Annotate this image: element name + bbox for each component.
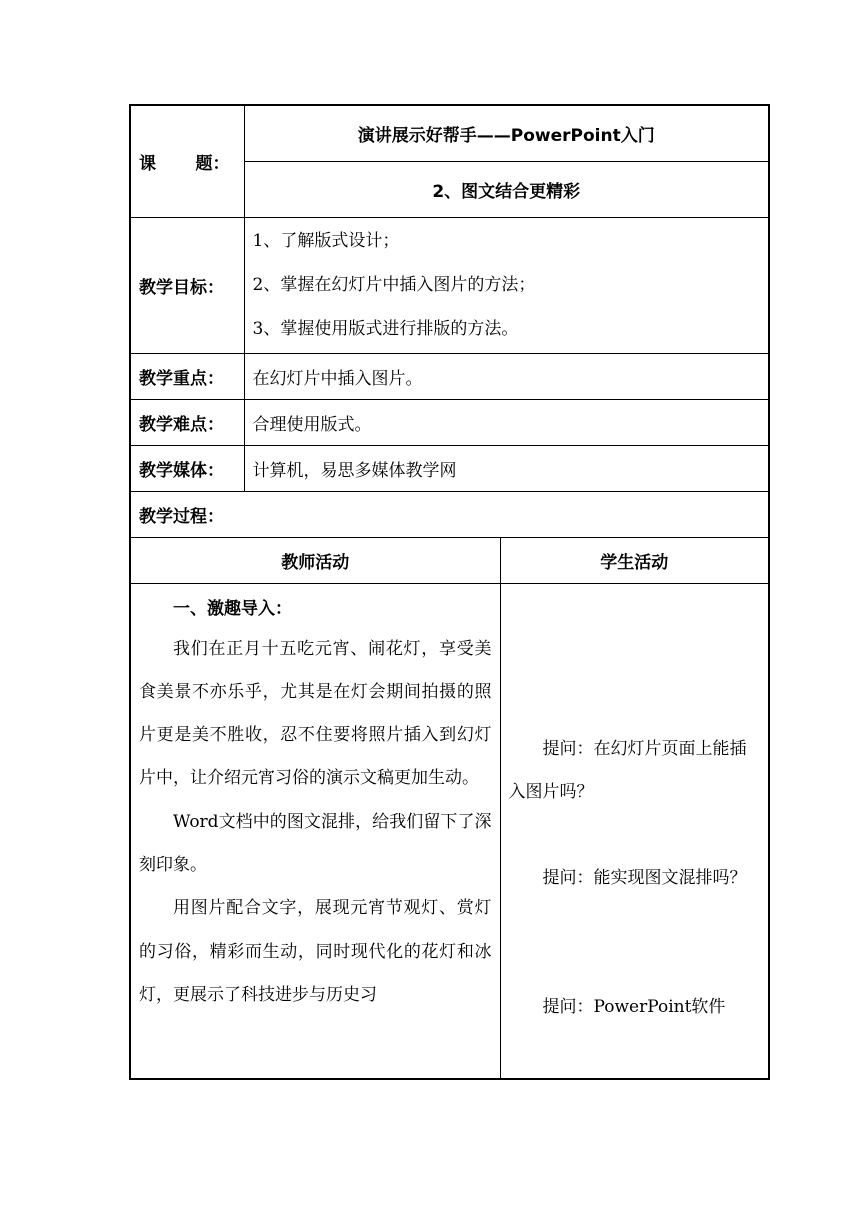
teacher-paragraph-3: 用图片配合文字，展现元宵节观灯、赏灯的习俗，精彩而生动，同时现代化的花灯和冰灯，更展示了科技进步与历史习 — [139, 898, 492, 1005]
student-activity-header: 学生活动 — [500, 537, 769, 583]
process-label: 教学过程： — [130, 491, 769, 537]
media-value: 计算机，易思多媒体教学网 — [244, 445, 769, 491]
goal-item-3: 3、掌握使用版式进行排版的方法。 — [252, 319, 519, 339]
lesson-subtitle: 2、图文结合更精彩 — [244, 161, 769, 217]
goal-item-2: 2、掌握在幻灯片中插入图片的方法； — [252, 275, 536, 295]
topic-label-char-2: 题： — [195, 153, 230, 174]
lesson-plan-table — [129, 104, 770, 1080]
key-point-value: 在幻灯片中插入图片。 — [244, 353, 769, 399]
goal-item-1: 1、了解版式设计； — [252, 231, 400, 251]
teacher-paragraph-1: 我们在正月十五吃元宵、闹花灯，享受美食美景不亦乐乎，尤其是在灯会期间拍摄的照片更是美不胜收，忍不住要将照片插入到幻灯片中，让介绍元宵习俗的演示文稿更加生动。 — [139, 638, 492, 789]
student-item-1: 提问：在幻灯片页面上能插入图片吗？ — [508, 738, 747, 802]
lesson-title: 演讲展示好帮手——PowerPoint入门 — [244, 105, 769, 161]
teacher-activity-cell — [130, 583, 500, 1079]
topic-label-char-1: 课 — [139, 153, 156, 174]
key-point-label: 教学重点： — [130, 353, 244, 399]
media-label: 教学媒体： — [130, 445, 244, 491]
student-item-2: 提问：能实现图文混排吗？ — [542, 868, 747, 889]
student-activity-cell — [500, 583, 769, 1079]
difficulty-label: 教学难点： — [130, 399, 244, 445]
goals-cell — [244, 217, 769, 353]
teacher-activity-header: 教师活动 — [130, 537, 500, 583]
section-title: 一、激趣导入： — [173, 598, 292, 619]
difficulty-value: 合理使用版式。 — [244, 399, 769, 445]
topic-label-cell — [130, 105, 244, 217]
student-item-3: 提问：PowerPoint软件 — [542, 997, 726, 1018]
goals-label: 教学目标： — [130, 217, 244, 353]
teacher-paragraph-2: Word文档中的图文混排，给我们留下了深刻印象。 — [139, 811, 492, 875]
